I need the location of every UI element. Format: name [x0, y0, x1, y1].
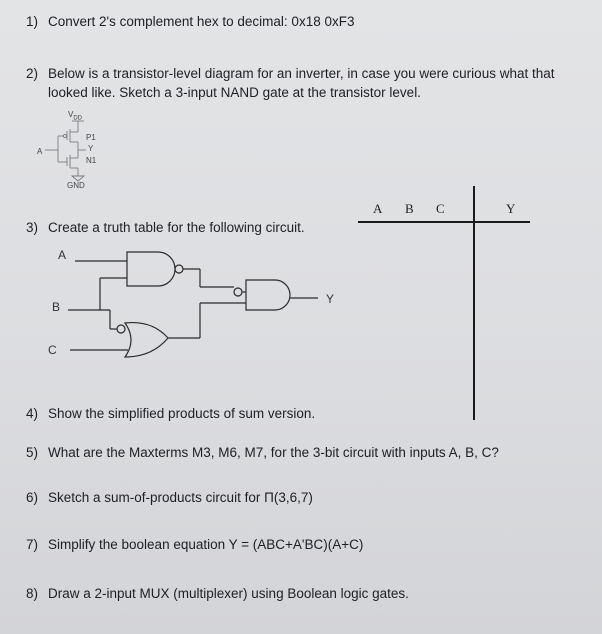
question-number: 2)	[26, 66, 39, 81]
question-text: What are the Maxterms M3, M6, M7, for the 3-bit circuit with inputs A, B, C?	[48, 445, 499, 460]
question-text-line-1: Below is a transistor-level diagram for an inverter, in case you were curious what that	[48, 66, 555, 81]
inverter-output-label: Y	[88, 144, 94, 153]
question-text: Draw a 2-input MUX (multiplexer) using Boolean logic gates.	[48, 586, 409, 601]
truth-table-header-y: Y	[506, 201, 516, 216]
question-number: 6)	[26, 490, 39, 505]
or-gate-input-bubble	[117, 325, 125, 333]
circuit-input-b-label: B	[52, 300, 61, 314]
question-number: 3)	[26, 220, 39, 235]
question-6	[26, 488, 313, 507]
circuit-input-a-label: A	[58, 248, 67, 262]
gnd-label: GND	[67, 181, 85, 190]
question-text-line-2: looked like. Sketch a 3-input NAND gate at the transistor level.	[48, 85, 421, 100]
nand-gate-2-bubble	[234, 288, 242, 296]
truth-table-header-b: B	[405, 201, 414, 216]
circuit-output-y-label: Y	[326, 292, 335, 306]
question-text: Convert 2's complement hex to decimal: 0x18 0xF3	[48, 14, 355, 29]
nand-gate-2	[246, 280, 290, 310]
question-number: 4)	[26, 406, 39, 421]
nand-gate-1-bubble	[175, 265, 183, 273]
nand-gate-1	[127, 252, 175, 286]
truth-table-header-c: C	[436, 201, 445, 216]
or-gate	[125, 323, 168, 357]
question-text: Create a truth table for the following circuit.	[48, 220, 305, 235]
question-text: Sketch a sum-of-products circuit for Π(3,6,7)	[48, 490, 313, 505]
question-8	[26, 584, 409, 603]
question-number: 8)	[26, 586, 39, 601]
p1-label: P1	[86, 133, 96, 142]
question-number: 5)	[26, 445, 39, 460]
question-4	[26, 404, 315, 423]
circuit-input-c-label: C	[48, 343, 57, 357]
question-text: Simplify the boolean equation Y = (ABC+A'BC)(A+C)	[48, 537, 364, 552]
question-5	[26, 443, 499, 462]
truth-table-header-a: A	[373, 201, 383, 216]
question-7	[26, 535, 363, 554]
n1-label: N1	[86, 156, 97, 165]
question-number: 1)	[26, 14, 39, 29]
question-number: 7)	[26, 537, 39, 552]
vdd-label: $V_{DD}$	[68, 110, 83, 122]
question-text: Show the simplified products of sum version.	[48, 406, 316, 421]
inverter-input-label: A	[37, 147, 43, 156]
